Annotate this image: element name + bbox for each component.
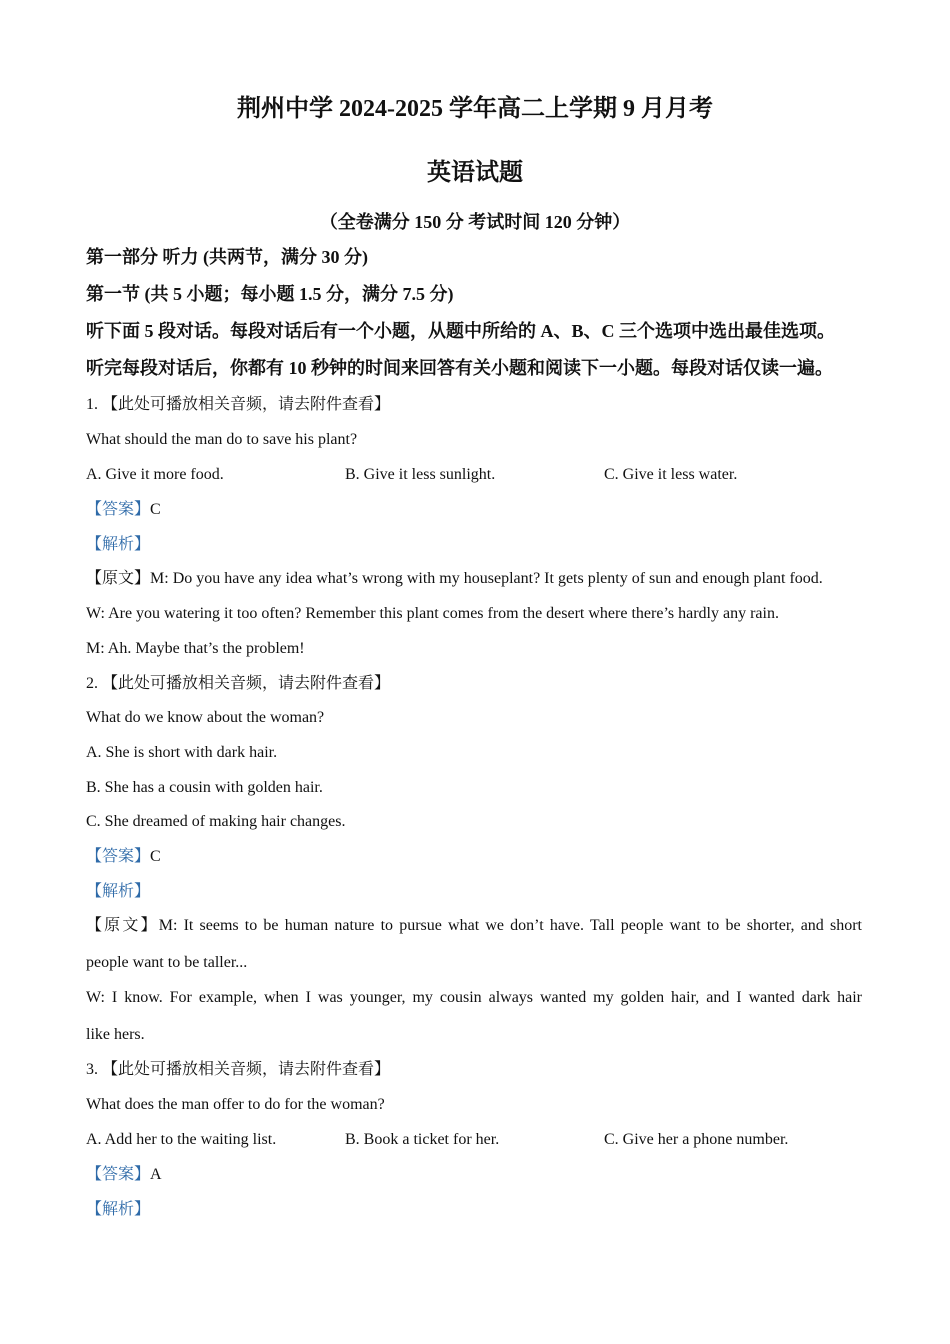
question-3-option-a: A. Add her to the waiting list. [86,1131,277,1148]
question-2-transcript-line-2: people want to be taller... [86,954,248,971]
transcript-label: 【原文】 [86,570,151,587]
question-1-header[interactable]: 1. 【此处可播放相关音频，请去附件查看】 [86,396,391,413]
analysis-label: 【解析】 [86,536,151,553]
question-1-option-b: B. Give it less sunlight. [345,466,496,483]
question-2-answer [86,846,886,868]
question-3-analysis [86,1199,886,1221]
analysis-label: 【解析】 [86,883,151,900]
question-3-header[interactable]: 3. 【此处可播放相关音频，请去附件查看】 [86,1061,391,1078]
question-1-transcript-line-1 [86,568,886,590]
transcript-text: M: It seems to be human nature to pursue what we don’t have. Tall people want to be shorter, and short [158,917,862,934]
answer-label: 【答案】 [86,848,151,865]
question-2-text: What do we know about the woman? [86,709,325,726]
instruction-line-1: 听下面 5 段对话。每段对话后有一个小题，从题中所给的 A、B、C 三个选项中选出最佳选项。 [86,321,835,341]
question-1-answer [86,499,886,521]
question-3-option-c: C. Give her a phone number. [604,1131,789,1148]
question-3-text: What does the man offer to do for the woman? [86,1096,385,1113]
question-1-transcript-line-2: W: Are you watering it too often? Remember this plant comes from the desert where there’s hardly any rain. [86,605,779,622]
question-1-transcript-line-3: M: Ah. Maybe that’s the problem! [86,640,305,657]
subsection-heading: 第一节 (共 5 小题；每小题 1.5 分，满分 7.5 分) [86,284,454,304]
question-2-transcript-line-1 [86,915,862,937]
instruction-line-2: 听完每段对话后，你都有 10 秒钟的时间来回答有关小题和阅读下一小题。每段对话仅读一遍。 [86,358,833,378]
analysis-label: 【解析】 [86,1201,151,1218]
answer-value: A [150,1166,162,1183]
question-1-option-a: A. Give it more food. [86,466,224,483]
question-3-option-b: B. Book a ticket for her. [345,1131,500,1148]
answer-label: 【答案】 [86,501,151,518]
document-subtitle: 英语试题 [427,160,523,186]
question-2-transcript-line-4: like hers. [86,1026,145,1043]
question-2-option-b: B. She has a cousin with golden hair. [86,779,323,796]
question-2-option-c: C. She dreamed of making hair changes. [86,813,346,830]
part-heading: 第一部分 听力 (共两节，满分 30 分) [86,247,368,267]
answer-label: 【答案】 [86,1166,151,1183]
answer-value: C [150,848,161,865]
question-2-header[interactable]: 2. 【此处可播放相关音频，请去附件查看】 [86,675,391,692]
question-1-text: What should the man do to save his plant? [86,431,358,448]
answer-value: C [150,501,161,518]
question-3-answer [86,1164,886,1186]
question-1-option-c: C. Give it less water. [604,466,738,483]
question-1-analysis [86,534,886,556]
transcript-label: 【原文】 [86,917,159,934]
question-2-option-a: A. She is short with dark hair. [86,744,278,761]
question-2-analysis [86,881,886,903]
question-2-transcript-line-3: W: I know. For example, when I was younger, my cousin always wanted my golden hair, and I wanted dark hair [86,989,862,1006]
document-title: 荆州中学 2024-2025 学年高二上学期 9 月月考 [237,96,713,122]
transcript-text: M: Do you have any idea what’s wrong with my houseplant? It gets plenty of sun and enough plant food. [150,570,823,587]
exam-note: （全卷满分 150 分 考试时间 120 分钟） [319,212,631,232]
